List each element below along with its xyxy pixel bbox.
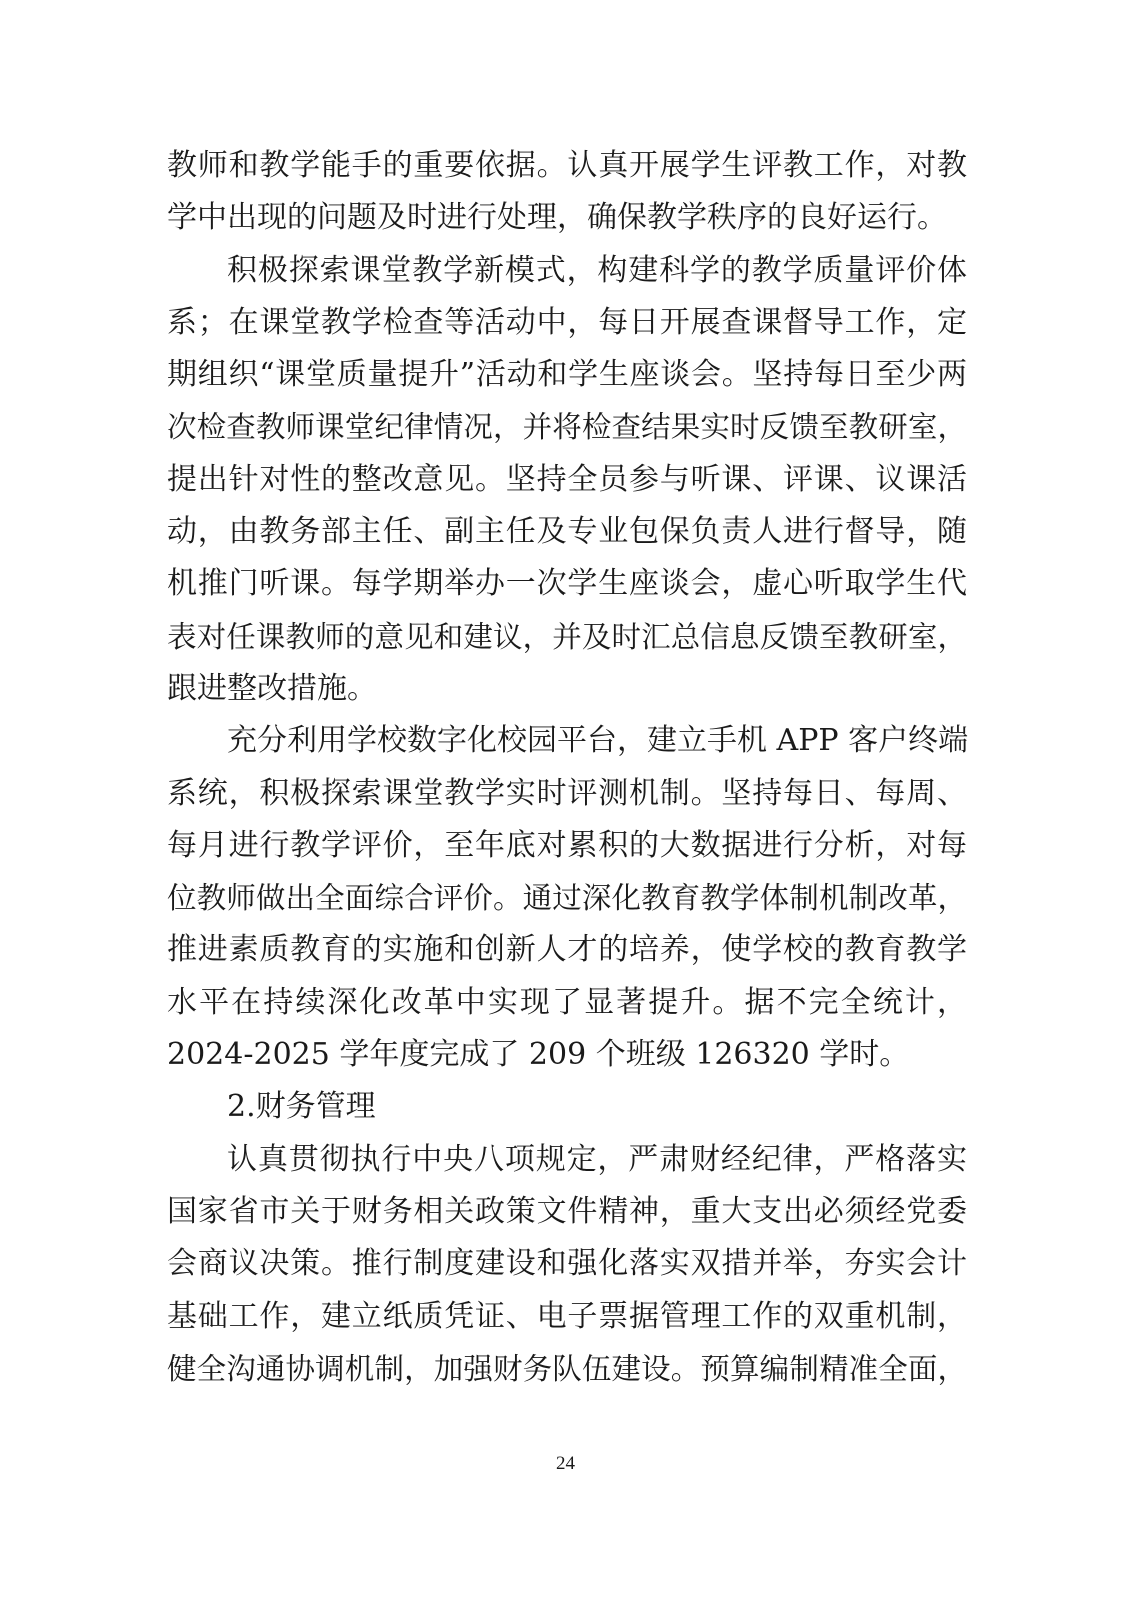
text-line: 位教师做出全面综合评价。通过深化教育教学体制机制改革， [167,881,967,916]
text-line: 次检查教师课堂纪律情况，并将检查结果实时反馈至教研室， [167,410,967,445]
paragraph-first-line: 认真贯彻执行中央八项规定，严肃财经纪律，严格落实 [227,1141,967,1177]
text-line: 期组织“课堂质量提升”活动和学生座谈会。坚持每日至少两 [167,357,967,393]
text-line: 2024-2025 学年度完成了 209 个班级 126320 学时。 [167,1037,910,1073]
section-heading: 2.财务管理 [227,1089,376,1125]
paragraph-first-line: 积极探索课堂教学新模式，构建科学的教学质量评价体 [227,252,967,288]
text-line: 每月进行教学评价，至年底对累积的大数据进行分析，对每 [167,827,967,863]
text-line: 基础工作，建立纸质凭证、电子票据管理工作的双重机制， [167,1298,967,1334]
text-line: 提出针对性的整改意见。坚持全员参与听课、评课、议课活 [167,461,967,497]
text-line: 表对任课教师的意见和建议，并及时汇总信息反馈至教研室， [167,619,967,654]
text-line: 会商议决策。推行制度建设和强化落实双措并举，夯实会计 [167,1246,967,1282]
text-line: 水平在持续深化改革中实现了显著提升。据不完全统计， [167,984,967,1020]
text-line: 动，由教务部主任、副主任及专业包保负责人进行督导，随 [167,514,967,550]
text-line: 跟进整改措施。 [167,670,377,706]
text-line: 系统，积极探索课堂教学实时评测机制。坚持每日、每周、 [167,775,967,811]
text-line: 推进素质教育的实施和创新人才的培养，使学校的教育教学 [167,932,967,968]
paragraph-first-line: 充分利用学校数字化校园平台，建立手机 APP 客户终端 [227,723,969,759]
text-line: 系；在课堂教学检查等活动中，每日开展查课督导工作，定 [167,304,967,340]
body-text [167,140,967,1395]
text-line: 国家省市关于财务相关政策文件精神，重大支出必须经党委 [167,1193,967,1229]
page-number: 24 [556,1453,575,1474]
text-line: 学中出现的问题及时进行处理，确保教学秩序的良好运行。 [167,200,947,236]
text-line: 教师和教学能手的重要依据。认真开展学生评教工作，对教 [167,148,967,183]
text-line: 机推门听课。每学期举办一次学生座谈会，虚心听取学生代 [167,566,967,602]
text-line: 健全沟通协调机制，加强财务队伍建设。预算编制精准全面， [167,1351,967,1386]
